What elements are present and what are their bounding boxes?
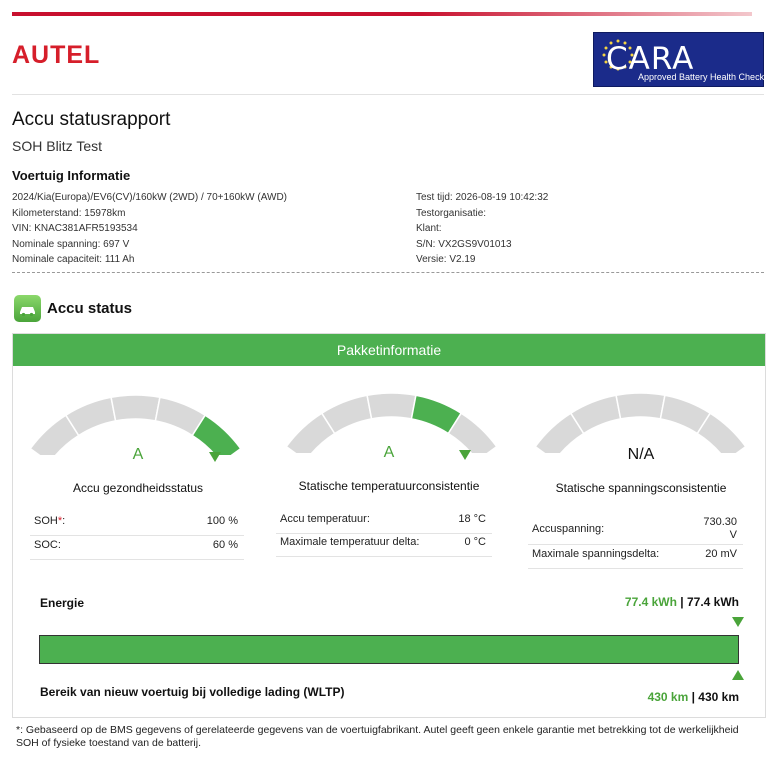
voltage-grade: N/A xyxy=(627,446,655,463)
battery-voltage-value: 730.30 V xyxy=(703,516,737,541)
max-temperature-delta-label: Maximale temperatuur delta: xyxy=(280,536,420,548)
soc-value: 60 % xyxy=(212,539,238,551)
gauge-segment xyxy=(367,393,416,419)
table-row-battery-temperature xyxy=(276,513,492,534)
table-row-max-voltage-delta xyxy=(528,548,743,569)
range-value: 430 km | 430 km xyxy=(647,690,739,704)
table-row-battery-voltage xyxy=(528,514,743,545)
temperature-consistency-gauge xyxy=(284,383,499,453)
battery-temperature-value: 18 °C xyxy=(458,513,486,525)
gauge-segment xyxy=(616,393,665,419)
energy-bar xyxy=(39,635,739,664)
soh-gauge xyxy=(28,385,243,455)
cara-subtitle: Approved Battery Health Check xyxy=(638,72,765,82)
vehicle-vin: VIN: KNAC381AFR5193534 xyxy=(12,223,138,234)
battery-status-heading: Accu status xyxy=(47,300,133,317)
gauge-segment xyxy=(111,395,160,421)
temperature-grade: A xyxy=(383,444,395,461)
energy-marker-top xyxy=(732,617,744,627)
header-divider xyxy=(12,94,764,95)
battery-voltage-label: Accuspanning: xyxy=(532,523,605,535)
header-accent-bar xyxy=(12,12,752,16)
vehicle-mileage: Kilometerstand: 15978km xyxy=(12,207,126,219)
voltage-gauge-label: Statische spanningsconsistentie xyxy=(555,481,727,495)
range-label: Bereik van nieuw voertuig bij volledige lading (WLTP) xyxy=(40,685,345,699)
vehicle-nominal-voltage: Nominale spanning: 697 V xyxy=(12,238,130,250)
vehicle-model: 2024/Kia(Europa)/EV6(CV)/160kW (2WD) / 70+160kW (AWD) xyxy=(12,192,287,203)
energy-bar-fill xyxy=(40,636,738,663)
vehicle-info-heading: Voertuig Informatie xyxy=(12,168,131,183)
section-divider xyxy=(12,272,764,273)
table-row-max-temperature-delta xyxy=(276,536,492,557)
temperature-gauge-label: Statische temperatuurconsistentie xyxy=(298,479,480,493)
soh-grade: A xyxy=(132,446,144,463)
serial-number: S/N: VX2GS9V01013 xyxy=(416,238,512,250)
voltage-consistency-gauge xyxy=(533,383,748,453)
soh-label: SOH*: xyxy=(34,515,66,527)
vehicle-nominal-capacity: Nominale capaciteit: 111 Ah xyxy=(12,254,135,265)
customer: Klant: xyxy=(416,223,442,234)
battery-temperature-label: Accu temperatuur: xyxy=(280,513,370,525)
software-version: Versie: V2.19 xyxy=(416,254,476,265)
table-row-soc xyxy=(30,539,244,560)
energy-value: 77.4 kWh | 77.4 kWh xyxy=(624,595,739,609)
footnote: *: Gebaseerd op de BMS gegevens of gerelateerde gegevens van de voertuigfabrikant. Autel geeft geen enkele garantie met betrekking tot de werkelijkheid SOH of fysieke toestand van de batterij. xyxy=(16,724,739,749)
vehicle-info-left xyxy=(12,190,287,268)
test-time: Test tijd: 2026-08-19 10:42:32 xyxy=(416,192,549,203)
cara-badge xyxy=(593,32,764,87)
report-title: Accu statusrapport xyxy=(12,109,171,130)
cara-title: CARA xyxy=(606,41,695,77)
energy-label: Energie xyxy=(40,596,85,610)
autel-logo: AUTEL xyxy=(12,41,101,69)
table-row-soh xyxy=(30,515,244,536)
range-marker-bottom xyxy=(732,670,744,680)
soh-gauge-marker xyxy=(209,452,221,462)
test-organisation: Testorganisatie: xyxy=(416,207,487,219)
report-subtitle: SOH Blitz Test xyxy=(12,138,102,154)
vehicle-info-right xyxy=(416,190,548,268)
soh-gauge-label: Accu gezondheidsstatus xyxy=(72,481,204,495)
max-temperature-delta-value: 0 °C xyxy=(464,536,486,548)
max-voltage-delta-value: 20 mV xyxy=(705,548,737,560)
max-voltage-delta-label: Maximale spanningsdelta: xyxy=(532,548,660,560)
battery-status-icon xyxy=(14,295,41,322)
pack-info-heading: Pakketinformatie xyxy=(13,334,765,366)
temperature-gauge-marker xyxy=(459,450,471,460)
soh-value: 100 % xyxy=(206,515,238,527)
soc-label: SOC: xyxy=(34,539,61,551)
